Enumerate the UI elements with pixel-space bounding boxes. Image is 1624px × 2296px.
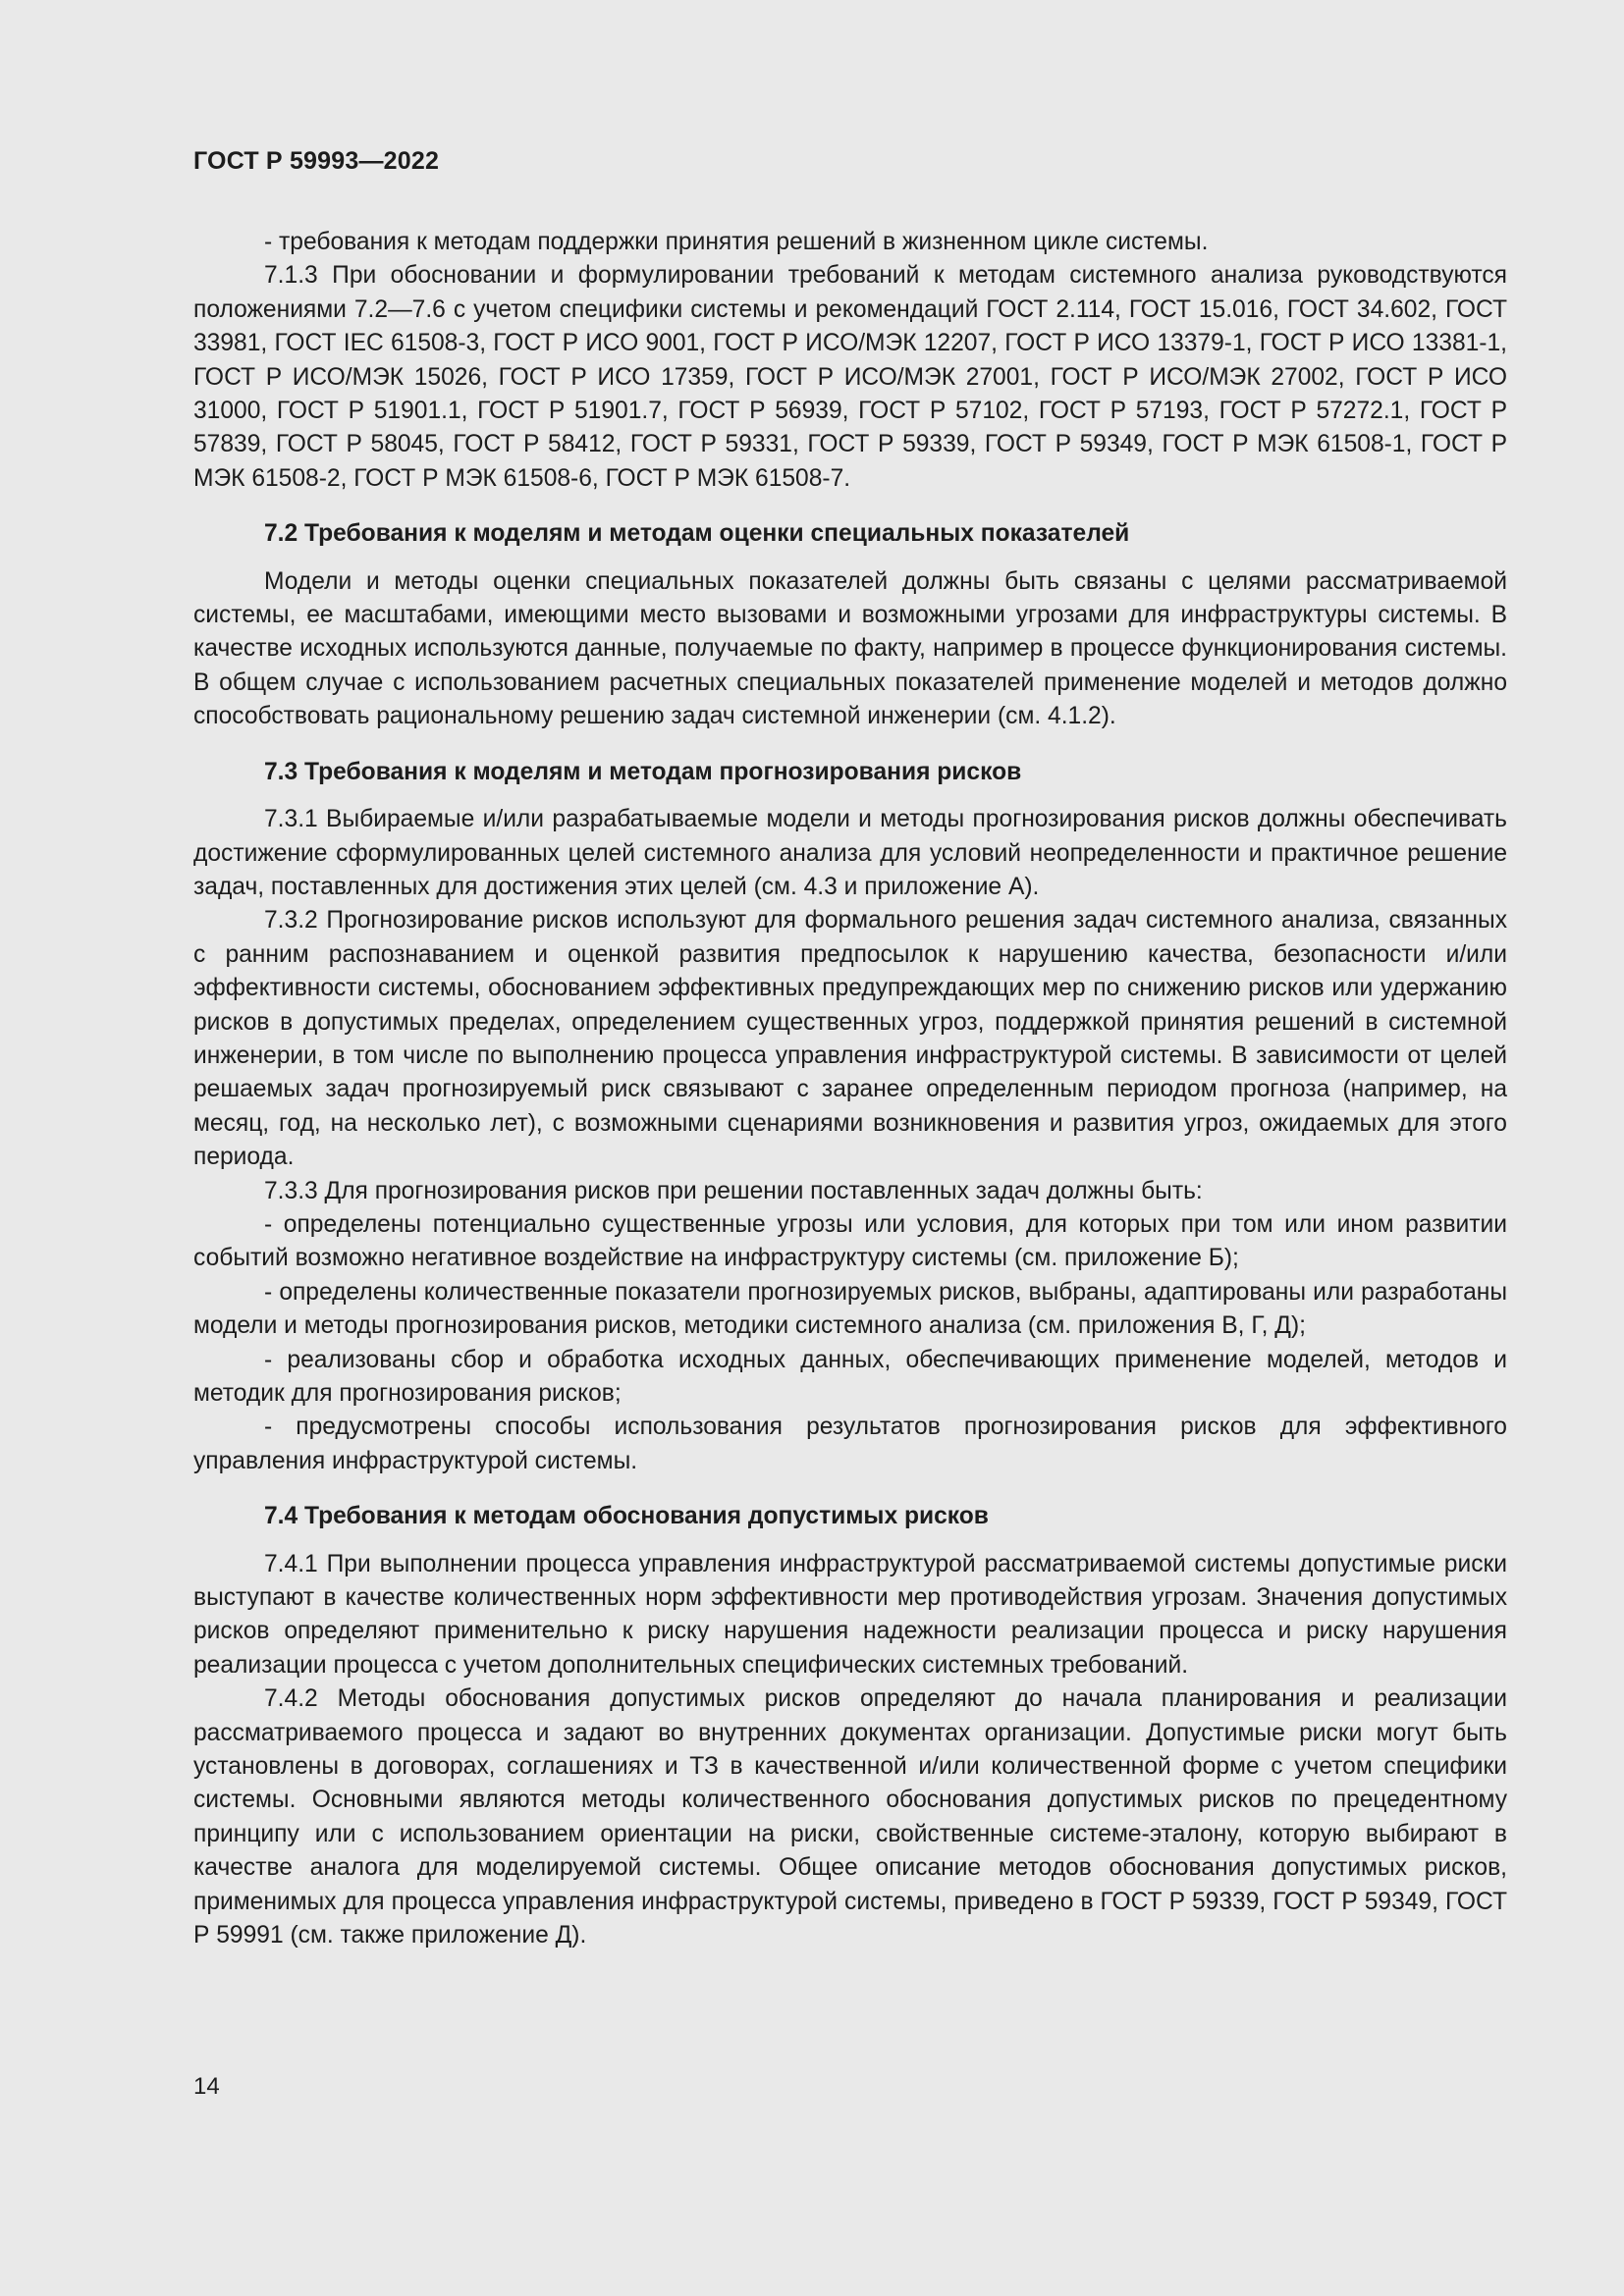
- paragraph-7-1-3: 7.1.3 При обосновании и формулировании требований к методам системного анализа руководствуются положениями 7.2—7.6 с учетом специфики системы и рекомендаций ГОСТ 2.114, ГОСТ 15.016, ГОСТ 34.602, ГОСТ 33981, ГОСТ IEC 61508-3, ГОСТ Р ИСО 9001, ГОСТ Р ИСО/МЭК 12207, ГОСТ Р ИСО 13379-1, ГОСТ Р ИСО 13381-1, ГОСТ Р ИСО/МЭК 15026, ГОСТ Р ИСО 17359, ГОСТ Р ИСО/МЭК 27001, ГОСТ Р ИСО/МЭК 27002, ГОСТ Р ИСО 31000, ГОСТ Р 51901.1, ГОСТ Р 51901.7, ГОСТ Р 56939, ГОСТ Р 57102, ГОСТ Р 57193, ГОСТ Р 57272.1, ГОСТ Р 57839, ГОСТ Р 58045, ГОСТ Р 58412, ГОСТ Р 59331, ГОСТ Р 59339, ГОСТ Р 59349, ГОСТ Р МЭК 61508-1, ГОСТ Р МЭК 61508-2, ГОСТ Р МЭК 61508-6, ГОСТ Р МЭК 61508-7.: [193, 262, 1507, 492]
- section-heading-7-4: 7.4 Требования к методам обоснования допустимых рисков: [264, 1503, 989, 1530]
- document-body: [193, 226, 1507, 1953]
- page-number: 14: [193, 2073, 220, 2100]
- paragraph-7-4-2: 7.4.2 Методы обоснования допустимых рисков определяют до начала планирования и реализации рассматриваемого процесса и задают во внутренних документах организации. Допустимые риски могут быть установлены в договорах, соглашениях и ТЗ в качественной и/или количественной форме с учетом специфики системы. Основными являются методы количественного обоснования допустимых рисков по прецедентному принципу или с использованием ориентации на риски, свойственные системе-эталону, которую выбирают в качестве аналога для моделируемой системы. Общее описание методов обоснования допустимых рисков, применимых для процесса управления инфраструктурой системы, приведено в ГОСТ Р 59339, ГОСТ Р 59349, ГОСТ Р 59991 (см. также приложение Д).: [193, 1685, 1507, 1949]
- paragraph-7-3-3: 7.3.3 Для прогнозирования рисков при решении поставленных задач должны быть:: [264, 1177, 1203, 1204]
- list-item-indicators: - определены количественные показатели прогнозируемых рисков, выбраны, адаптированы или разработаны модели и методы прогнозирования рисков, методики системного анализа (см. приложения В, Г, Д);: [193, 1278, 1507, 1340]
- section-heading-7-2: 7.2 Требования к моделям и методам оценки специальных показателей: [264, 520, 1130, 548]
- document-header: ГОСТ Р 59993—2022: [193, 147, 440, 175]
- paragraph-7-3-1: 7.3.1 Выбираемые и/или разрабатываемые модели и методы прогнозирования рисков должны обеспечивать достижение сформулированных целей системного анализа для условий неопределенности и практичное решение задач, поставленных для достижения этих целей (см. 4.3 и приложение А).: [193, 806, 1507, 900]
- list-item-data-collection: - реализованы сбор и обработка исходных данных, обеспечивающих применение моделей, методов и методик для прогнозирования рисков;: [193, 1346, 1507, 1407]
- section-heading-7-3: 7.3 Требования к моделям и методам прогнозирования рисков: [264, 758, 1022, 785]
- list-item-threats: - определены потенциально существенные угрозы или условия, для которых при том или ином развитии событий возможно негативное воздействие на инфраструктуру системы (см. приложение Б);: [193, 1210, 1507, 1272]
- list-item-results-usage: - предусмотрены способы использования результатов прогнозирования рисков для эффективного управления инфраструктурой системы.: [193, 1414, 1507, 1474]
- paragraph-7-3-2: 7.3.2 Прогнозирование рисков используют для формального решения задач системного анализа, связанных с ранним распознаванием и оценкой развития предпосылок к нарушению качества, безопасности и/или эффективности системы, обоснованием эффективных предупреждающих мер по снижению рисков или удержанию рисков в допустимых пределах, определением существенных угроз, поддержкой принятия решений в системной инженерии, в том числе по выполнению процесса управления инфраструктурой системы. В зависимости от целей решаемых задач прогнозируемый риск связывают с заранее определенным периодом прогноза (например, на месяц, год, на несколько лет), с возможными сценариями возникновения и развития угроз, ожидаемых для этого периода.: [193, 907, 1507, 1171]
- paragraph-intro-list-item: - требования к методам поддержки принятия решений в жизненном цикле системы.: [264, 229, 1209, 255]
- paragraph-7-2: Модели и методы оценки специальных показателей должны быть связаны с целями рассматриваемой системы, ее масштабами, имеющими место вызовами и возможными угрозами для инфраструктуры системы. В качестве исходных используются данные, получаемые по факту, например в процессе функционирования системы. В общем случае с использованием расчетных специальных показателей применение моделей и методов должно способствовать рациональному решению задач системной инженерии (см. 4.1.2).: [193, 567, 1507, 730]
- paragraph-7-4-1: 7.4.1 При выполнении процесса управления инфраструктурой рассматриваемой системы допустимые риски выступают в качестве количественных норм эффективности мер противодействия угрозам. Значения допустимых рисков определяют применительно к риску нарушения надежности реализации процесса и риску нарушения реализации процесса с учетом дополнительных специфических системных требований.: [193, 1550, 1507, 1679]
